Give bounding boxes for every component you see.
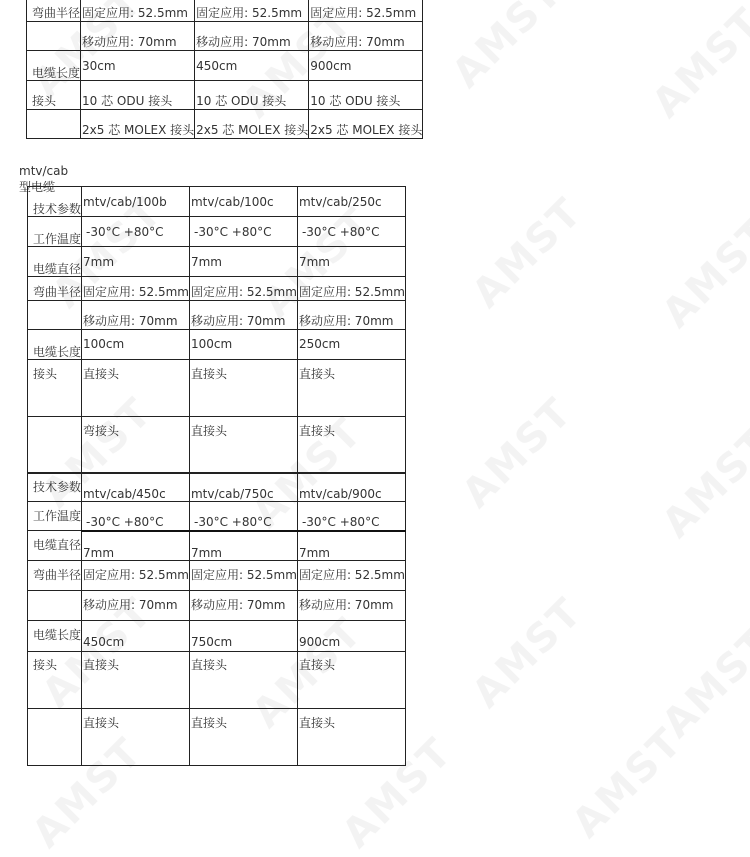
row-label — [28, 709, 82, 766]
row-label: 接头 — [27, 81, 81, 110]
row-label: 技术参数 — [28, 187, 82, 217]
table-cell: mtv/cab/750c — [189, 473, 297, 502]
table-row — [28, 187, 406, 217]
table-cell: -30°C +80°C — [189, 217, 297, 247]
table-row — [28, 561, 406, 591]
table-cell: 移动应用: 70mm — [81, 22, 195, 51]
table-cell: 移动应用: 70mm — [195, 22, 309, 51]
table-cell: 移动应用: 70mm — [309, 22, 423, 51]
table-cell: 直接头 — [189, 709, 297, 766]
spec-table-mtv-cab-1 — [27, 186, 406, 474]
table-row — [27, 51, 423, 81]
table-cell: 直接头 — [297, 652, 405, 709]
table-cell: 固定应用: 52.5mm — [82, 277, 190, 301]
spec-table-mtv-cab-2 — [27, 472, 406, 766]
table-cell: 直接头 — [189, 360, 297, 417]
table-cell: 移动应用: 70mm — [297, 301, 405, 330]
table-cell: 直接头 — [82, 360, 190, 417]
row-label: 电缆直径 — [28, 247, 82, 277]
table-cell: 移动应用: 70mm — [82, 591, 190, 621]
table-cell: 固定应用: 52.5mm — [189, 561, 297, 591]
table-cell: 固定应用: 52.5mm — [195, 0, 309, 22]
table-cell: 移动应用: 70mm — [82, 301, 190, 330]
watermark — [443, 0, 571, 97]
row-label — [28, 301, 82, 330]
row-label: 弯曲半径 — [28, 277, 82, 301]
watermark — [463, 589, 591, 717]
row-label: 电缆长度 — [28, 621, 82, 652]
row-label — [28, 417, 82, 474]
watermark — [453, 389, 581, 517]
row-label — [27, 22, 81, 51]
table-cell: -30°C +80°C — [189, 502, 297, 531]
table-cell: 弯接头 — [82, 417, 190, 474]
table-row — [28, 301, 406, 330]
table-row — [28, 360, 406, 417]
table-cell: 固定应用: 52.5mm — [297, 561, 405, 591]
table-cell: 7mm — [297, 531, 405, 561]
table-cell: 7mm — [297, 247, 405, 277]
row-label: 技术参数 — [28, 473, 82, 502]
row-label: 工作温度 — [28, 217, 82, 247]
row-label — [27, 110, 81, 139]
table-cell: 7mm — [82, 247, 190, 277]
watermark — [653, 209, 750, 337]
table-cell: 固定应用: 52.5mm — [189, 277, 297, 301]
table-cell: 100cm — [189, 330, 297, 360]
table-cell: mtv/cab/900c — [297, 473, 405, 502]
table-row — [27, 81, 423, 110]
table-cell: 250cm — [297, 330, 405, 360]
table-cell: 2x5 芯 MOLEX 接头 — [309, 110, 423, 139]
table-cell: -30°C +80°C — [82, 502, 190, 531]
table-row — [28, 591, 406, 621]
table-cell: 固定应用: 52.5mm — [81, 0, 195, 22]
table-cell: -30°C +80°C — [297, 502, 405, 531]
table-cell: 移动应用: 70mm — [297, 591, 405, 621]
table-cell: 7mm — [189, 247, 297, 277]
table-row — [27, 0, 423, 22]
watermark — [643, 0, 750, 127]
row-label: 电缆长度 — [28, 330, 82, 360]
table-cell: 2x5 芯 MOLEX 接头 — [81, 110, 195, 139]
table-cell: 100cm — [82, 330, 190, 360]
table-row — [28, 417, 406, 474]
table-cell: 450cm — [195, 51, 309, 81]
table-row — [28, 277, 406, 301]
table-cell: 直接头 — [189, 652, 297, 709]
table-cell: 移动应用: 70mm — [189, 301, 297, 330]
row-label: 工作温度 — [28, 502, 82, 531]
row-label: 电缆长度 — [27, 51, 81, 81]
table-cell: 直接头 — [189, 417, 297, 474]
table-cell: 750cm — [189, 621, 297, 652]
table-cell: 7mm — [189, 531, 297, 561]
table-cell: 直接头 — [297, 417, 405, 474]
table-row — [28, 531, 406, 561]
table-cell: 直接头 — [82, 652, 190, 709]
row-label — [28, 591, 82, 621]
table-row — [28, 473, 406, 502]
table-row — [28, 217, 406, 247]
table-cell: 30cm — [81, 51, 195, 81]
table-cell: -30°C +80°C — [297, 217, 405, 247]
table-cell: 直接头 — [297, 360, 405, 417]
table-cell: -30°C +80°C — [82, 217, 190, 247]
table-row — [28, 247, 406, 277]
table-row — [28, 502, 406, 531]
table-cell: 10 芯 ODU 接头 — [195, 81, 309, 110]
table-cell: 10 芯 ODU 接头 — [81, 81, 195, 110]
table-cell: 900cm — [297, 621, 405, 652]
table-cell: 固定应用: 52.5mm — [309, 0, 423, 22]
table-cell: mtv/cab/450c — [82, 473, 190, 502]
watermark — [463, 189, 591, 317]
watermark — [653, 619, 750, 747]
table-cell: 450cm — [82, 621, 190, 652]
table-cell: 2x5 芯 MOLEX 接头 — [195, 110, 309, 139]
table-cell: 10 芯 ODU 接头 — [309, 81, 423, 110]
table-row — [27, 110, 423, 139]
table-cell: mtv/cab/100b — [82, 187, 190, 217]
table-cell: mtv/cab/250c — [297, 187, 405, 217]
row-label: 弯曲半径 — [27, 0, 81, 22]
table-row — [28, 621, 406, 652]
table-cell: 直接头 — [297, 709, 405, 766]
row-label: 接头 — [28, 652, 82, 709]
table-cell: 900cm — [309, 51, 423, 81]
table-cell: 7mm — [82, 531, 190, 561]
table-row — [28, 330, 406, 360]
row-label: 弯曲半径 — [28, 561, 82, 591]
table-row — [28, 709, 406, 766]
watermark — [653, 419, 750, 547]
row-label: 接头 — [28, 360, 82, 417]
table-cell: mtv/cab/100c — [189, 187, 297, 217]
spec-table-continued — [26, 0, 423, 139]
table-cell: 固定应用: 52.5mm — [297, 277, 405, 301]
table-cell: 直接头 — [82, 709, 190, 766]
table-row — [28, 652, 406, 709]
table-cell: 固定应用: 52.5mm — [82, 561, 190, 591]
watermark — [563, 719, 691, 847]
section-caption: mtv/cab 型电缆 — [19, 164, 69, 194]
row-label: 电缆直径 — [28, 531, 82, 561]
table-cell: 移动应用: 70mm — [189, 591, 297, 621]
table-row — [27, 22, 423, 51]
